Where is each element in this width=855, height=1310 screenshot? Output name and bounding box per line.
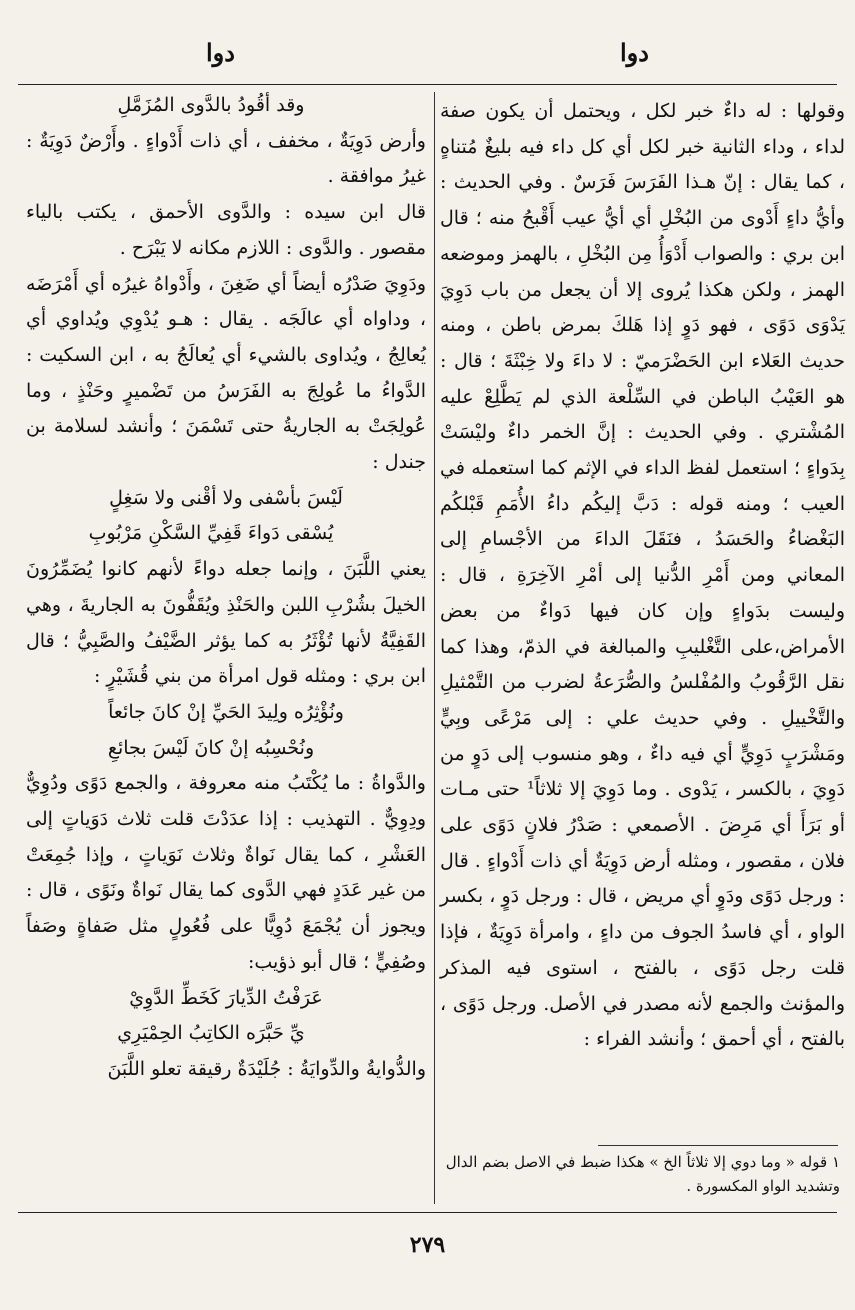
footnote: ١ قوله « وما دوي إلا ثلاثاً الخ » هكذا ضبط في الاصل بضم الدال وتشديد الواو المكسورة . — [445, 1153, 840, 1195]
left-column — [26, 88, 426, 1088]
verse-line: يِّ حَبَّرَه الكاتِبُ الحِمْيَرِي — [117, 1022, 305, 1045]
paragraph: ودَوِيَ صَدْرُه أيضاً أي ضَغِنَ ، وأَدْواهُ غيرُه أي أَمْرَضَه ، وداواه أي عالَجَه . يقال : هـو يُدْوِي ويُداوي أي يُعالِجُ ، ويُداوى بالشيء أي يُعالَجُ به ، ابن السكيت : الدَّواءُ ما عُولِجَ به الفَرَسُ من تَضْميرٍ وحَنْذٍ ، وما عُولِجَتْ به الجاريةُ حتى تَسْمَنَ ؛ وأنشد لسلامة بن جندل : — [26, 272, 426, 474]
paragraph: يعني اللَّبَنَ ، وإنما جعله دواءً لأنهم كانوا يُضَمِّرُونَ الخيلَ بشُرْبِ اللبن والحَنْذِ ويُقَفُّونَ به الجاريةَ ، وهي القَفِيَّةُ لأنها تُؤْثَرُ به كما يؤثر الضَّيْفُ والصَّبِيُّ ؛ قال ابن بري : ومثله قول امرأة من بني قُشَيْرٍ : — [26, 558, 426, 688]
paragraph: والدُّوايةُ والدِّوايَةُ : جُلَيْدَةٌ رقيقة تعلو اللَّبَنَ — [107, 1057, 426, 1080]
right-column — [440, 94, 845, 1058]
verse-line: ونُحْسِبُه إنْ كانَ لَيْسَ بجائعِ — [107, 736, 315, 759]
verse-line: يُسْقى دَواءَ قَفِيِّ السَّكْنِ مَرْبُوبِ — [88, 522, 334, 545]
verse-line: ونُؤْثِرُه ولِيدَ الحَيِّ إنْ كانَ جائعاً — [108, 700, 344, 723]
paragraph: والدَّواةُ : ما يُكْتَبُ منه معروفة ، والجمع دَوًى ودُوِيٌّ ودِوِيٌّ . التهذيب : إذا عدَدْتَ قلت ثلاث دَوَياتٍ إلى العَشْرِ ، كما يقال نَواةٌ وثلاث نَوَياتٍ ، وإذا جُمِعَتْ من غير عَدَدٍ فهي الدَّوى كما يقال نَواةٌ ونَوًى ، قال : ويجوز أن يُجْمَعَ دُوِيًّا على فُعُولٍ مثل صَفاةٍ وصَفاً وصُفِيٍّ ؛ قال أبو ذؤيب: — [26, 772, 426, 973]
running-header-right: دوا — [620, 38, 649, 67]
footer-rule — [18, 1212, 837, 1213]
running-header-left: دوا — [206, 38, 235, 67]
verse-line: وقد أقُودُ بالدَّوى المُزَمَّلِ — [117, 94, 305, 116]
verse-line: لَيْسَ بأسْفى ولا أقْنى ولا سَغِلٍ — [109, 486, 343, 509]
paragraph: وأرض دَوِيَةٌ ، مخفف ، أي ذات أَدْواءٍ . وأَرْضٌ دَوِيَةٌ : غيرُ موافقة . — [26, 129, 426, 188]
column-divider — [434, 92, 435, 1204]
page-number: ٢٧٩ — [409, 1232, 446, 1258]
verse-line: عَرَفْتُ الدِّيارَ كَخَطِّ الدَّوِيْ — [129, 986, 323, 1009]
right-column-text: وقولها : له داءٌ خبر لكل ، ويحتمل أن يكون صفة لداء ، وداء الثانية خبر لكل أي كل داء فيه بليغٌ مُتناهٍ ، كما يقال : إنّ هـذا الفَرَسَ فَرَسٌ . وفي الحديث : وأيُّ داءٍ أَدْوى من البُخْلِ أي أيُّ عيب أَقْبحُ منه ؛ قال ابن بري : والصواب أَدْوَأُ مِن البُخْلِ ، بالهمز وموضعه الهمز ، ولكن هكذا يُروى إلا أن يجعل من باب دَوِيَ يَدْوَى دَوًى ، فهو دَوٍ إذا هَلكَ بمرض باطن ، ومنه حديث العَلاء ابن الحَضْرَميّ : لا داءَ ولا خِبْثَةَ ؛ قال : هو العَيْبُ الباطن في السِّلْعة الذي لم يَطَّلِعْ عليه المُشْتري . وفي الحديث : إنَّ الخمر داءٌ وليْسَتْ بِدَواءٍ ؛ استعمل لفظ الداء في الإثم كما استعمله في العيب ؛ ومنه قوله : دَبَّ إليكُم داءُ الأُمَمِ قَبْلكُم البَغْضاءُ والحَسَدُ ، فنَقَلَ الداءَ من الأجْسامِ إلى المعاني ومن أَمْرِ الدُّنيا إلى أمْرِ الآخِرَةِ ، قال : وليست بدَواءٍ وإن كان فيها دَواءٌ من بعض الأمراض،على التَّغْليبِ والمبالغة في الذمّ، وهذا كما نقل الرَّقُوبُ والمُفْلسُ والصُّرَعةُ لضرب من التَّمْثيلِ والتَّخْييلِ . وفي حديث علي : إلى مَرْعًى وبِيٍّ ومَشْرَبٍ دَوِيٍّ أي فيه داءٌ ، وهو منسوب إلى دَوٍ من دَوِيَ ، بالكسر ، يَدْوى . وما دَوِيَ إلا ثلاثاً¹ حتى مـات أو بَرَأَ أي مَرِضَ . الأصمعي : صَدْرُ فلانٍ دَوًى على فلان ، مقصور ، ومثله أرض دَوِيَةٌ أي ذات أَدْواءٍ . قال : ورجل دَوًى ودَوٍ أي مريض ، قال : ورجل دَوٍ ، بكسر الواو ، أي فاسدُ الجوف من داءٍ ، وامرأة دَوِيَةٌ ، فإذا قلت رجل دَوًى ، بالفتح ، استوى فيه المذكر والمؤنث والجمع لأنه مصدر في الأصل. ورجل دَوًى ، بالفتح ، أي أحمق ؛ وأنشد الفراء : — [440, 100, 845, 1051]
header-rule — [18, 84, 837, 85]
paragraph: قال ابن سيده : والدَّوى الأحمق ، يكتب بالياء مقصور . والدَّوى : اللازم مكانه لا يَبْرَح . — [26, 201, 426, 259]
footnote-rule — [598, 1145, 838, 1146]
